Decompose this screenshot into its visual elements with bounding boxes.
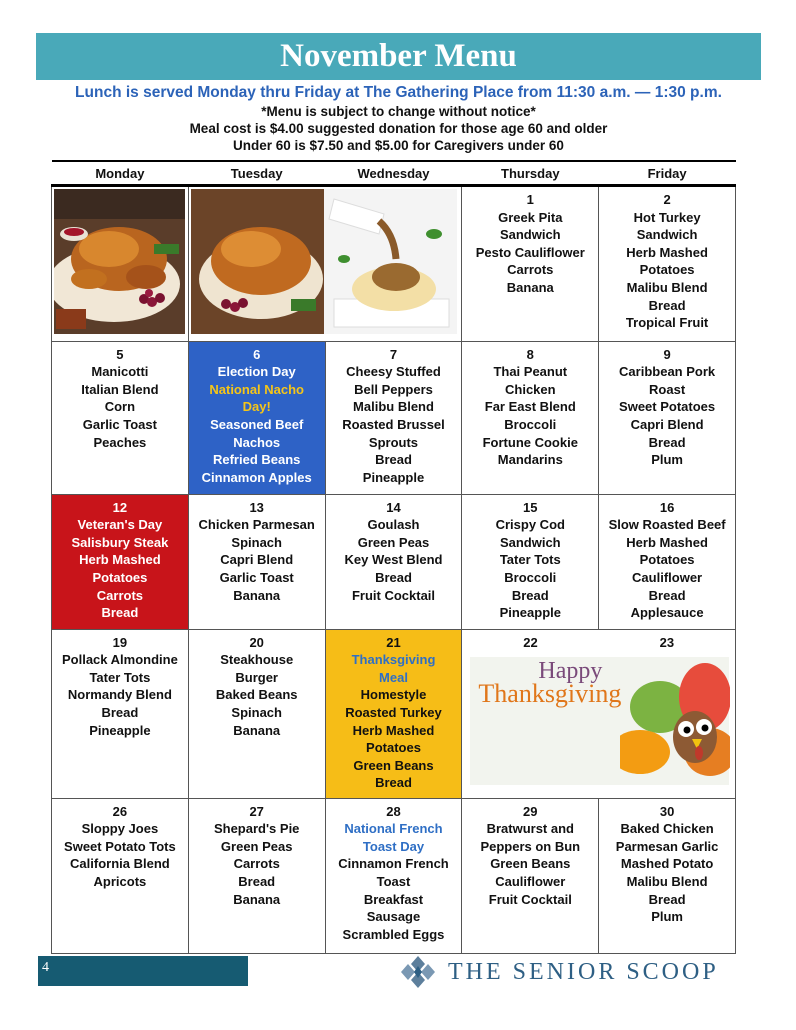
menu-item: Mandarins (497, 452, 563, 468)
day-number: 13 (249, 499, 264, 515)
menu-item: Carrots (96, 587, 144, 603)
menu-change-note: *Menu is subject to change without notice* (261, 104, 536, 119)
menu-item: Bread (648, 587, 686, 603)
menu-item: Slow Roasted Beef (608, 517, 726, 533)
menu-calendar (51, 160, 736, 954)
menu-item: Thai Peanut (493, 364, 568, 380)
menu-item: Homestyle (360, 687, 427, 703)
day-number: 30 (659, 803, 675, 819)
menu-item: Applesauce (630, 605, 704, 621)
menu-day-cell (52, 341, 189, 494)
menu-item: Potatoes (366, 740, 421, 756)
happy-thanksgiving-graphic (470, 657, 729, 785)
menu-item: Nachos (233, 434, 281, 450)
week-row (52, 494, 736, 629)
menu-item: Malibu Blend (626, 873, 708, 889)
menu-item: Sandwich (636, 227, 698, 243)
menu-item: Malibu Blend (353, 399, 434, 415)
menu-day-cell (462, 341, 599, 494)
menu-item: Bread (101, 605, 139, 621)
menu-item: Plum (651, 452, 683, 468)
menu-item: Mashed Potato (620, 856, 714, 872)
menu-item: Fruit Cocktail (351, 587, 436, 603)
menu-item: Bread (238, 873, 276, 889)
menu-day-cell (599, 341, 736, 494)
menu-item: Sweet Potatoes (619, 399, 716, 415)
menu-item: Pineapple (499, 605, 561, 621)
brand-logo-icon (398, 954, 438, 990)
page-number: 4 (42, 960, 49, 975)
menu-item: Bread (648, 434, 686, 450)
menu-item: Capri Blend (630, 416, 704, 432)
menu-item: Cinnamon Apples (201, 469, 312, 485)
event-label: Day! (242, 399, 271, 415)
day-number: 22 (523, 634, 538, 650)
menu-item: Roast (649, 381, 686, 397)
page-title: November Menu (36, 33, 761, 80)
menu-item: Manicotti (91, 364, 149, 380)
day-number: 6 (253, 346, 261, 362)
menu-item: Bell Peppers (354, 381, 433, 397)
menu-item: Caribbean Pork (619, 364, 716, 380)
menu-item: Malibu Blend (626, 279, 708, 295)
menu-item: Pineapple (89, 722, 151, 738)
menu-item: Refried Beans (212, 452, 301, 468)
menu-day-cell (325, 494, 462, 629)
menu-day-cell (599, 494, 736, 629)
menu-item: Banana (506, 279, 554, 295)
menu-item: Burger (235, 669, 278, 685)
menu-item: California Blend (70, 856, 170, 872)
menu-day-cell (52, 798, 189, 953)
menu-item: Bratwurst and (486, 821, 574, 837)
menu-item: Herb Mashed (626, 244, 708, 260)
weekday-thursday: Thursday (462, 161, 599, 186)
menu-item: Banana (233, 587, 281, 603)
event-label: Meal (379, 669, 408, 685)
menu-item: Green Peas (220, 838, 293, 854)
menu-item: Cauliflower (632, 569, 703, 585)
menu-item: Chicken Parmesan (198, 517, 315, 533)
menu-day-cell (599, 186, 736, 342)
day-number: 5 (116, 346, 124, 362)
menu-item: Sandwich (499, 534, 561, 550)
day-number: 9 (663, 346, 671, 362)
menu-item: Bread (375, 569, 412, 585)
menu-item: Sprouts (368, 434, 419, 450)
weekday-header-row (52, 161, 736, 186)
menu-item: Greek Pita (498, 209, 563, 225)
menu-item: Chicken (505, 381, 556, 397)
menu-item: Key West Blend (344, 552, 443, 568)
menu-item: Steakhouse (220, 652, 294, 668)
day-number: 2 (663, 192, 671, 207)
thanksgiving-meal-cell (325, 629, 462, 798)
menu-item: Scrambled Eggs (342, 926, 445, 942)
tuesday-turkey-photo (191, 189, 324, 334)
menu-item: Peppers on Bun (480, 838, 581, 854)
day-number: 15 (523, 499, 538, 515)
menu-item: Broccoli (504, 416, 557, 432)
menu-item: Breakfast (363, 891, 424, 907)
menu-item: Pesto Cauliflower (475, 244, 585, 260)
menu-item: Normandy Blend (67, 687, 172, 703)
day-number: 27 (249, 803, 264, 819)
menu-day-cell (325, 341, 462, 494)
menu-item: Sandwich (499, 227, 561, 243)
thanksgiving-text: Thanksgiving (478, 679, 622, 709)
menu-item: Potatoes (639, 262, 695, 278)
day-number: 20 (249, 634, 264, 650)
event-label: Election Day (217, 364, 296, 380)
menu-item: Roasted Turkey (345, 704, 442, 720)
page-number-bar (38, 956, 248, 986)
menu-item: Pollack Almondine (61, 652, 178, 668)
menu-item: Parmesan Garlic (615, 838, 719, 854)
menu-item: Capri Blend (220, 552, 294, 568)
weekday-wednesday: Wednesday (325, 161, 462, 186)
menu-item: Green Peas (357, 534, 430, 550)
menu-day-cell (52, 629, 189, 798)
day-number: 19 (112, 634, 128, 650)
week-row (52, 798, 736, 953)
day-number: 14 (386, 499, 401, 515)
menu-item: Pineapple (362, 469, 425, 485)
week-row (52, 186, 736, 342)
weekday-tuesday: Tuesday (188, 161, 325, 186)
menu-item: Goulash (367, 517, 420, 533)
menu-item: Tater Tots (89, 669, 151, 685)
event-label: Veteran's Day (77, 517, 163, 533)
happy-text: Happy (538, 658, 603, 685)
menu-item: Seasoned Beef (210, 416, 304, 432)
menu-item: Italian Blend (81, 381, 159, 397)
turkey-icon (620, 657, 730, 785)
gravy-mashed-potatoes-photo (324, 189, 457, 334)
menu-item: Herb Mashed (79, 552, 161, 568)
menu-item: Bread (375, 452, 412, 468)
menu-item: Cheesy Stuffed (346, 364, 441, 380)
intro-block (36, 83, 761, 154)
menu-item: Bread (648, 891, 686, 907)
day-number: 29 (523, 803, 538, 819)
newsletter-brand (398, 952, 719, 992)
event-label: Thanksgiving (351, 652, 436, 668)
menu-item: Herb Mashed (352, 722, 435, 738)
menu-item: Sloppy Joes (81, 821, 159, 837)
menu-item: Green Beans (490, 856, 571, 872)
menu-item: Banana (233, 722, 281, 738)
menu-day-cell (462, 798, 599, 953)
menu-item: Sausage (366, 909, 421, 925)
menu-item: Fruit Cocktail (488, 891, 572, 907)
roast-turkey-photo (52, 186, 189, 342)
menu-item: Apricots (93, 873, 147, 889)
day-number: 16 (659, 499, 675, 515)
menu-item: Bread (101, 704, 139, 720)
menu-item: Corn (104, 399, 136, 415)
menu-item: Herb Mashed (626, 534, 708, 550)
menu-day-cell (188, 494, 325, 629)
day-number: 21 (386, 634, 401, 650)
menu-item: Spinach (231, 704, 282, 720)
day-number: 23 (659, 634, 675, 650)
menu-day-cell (462, 494, 599, 629)
french-toast-day-cell (325, 798, 462, 953)
menu-item: Tater Tots (499, 552, 561, 568)
menu-item: Sweet Potato Tots (64, 838, 176, 854)
weekday-friday: Friday (599, 161, 736, 186)
menu-item: Garlic Toast (82, 416, 157, 432)
menu-item: Bread (511, 587, 549, 603)
menu-item: Roasted Brussel (342, 416, 445, 432)
lunch-hours-line: Lunch is served Monday thru Friday at The Gathering Place from 11:30 a.m. — 1:30 p.m. (75, 84, 722, 101)
under-60-cost-line: Under 60 is $7.50 and $5.00 for Caregivers under 60 (233, 138, 564, 153)
menu-item: Potatoes (639, 552, 695, 568)
menu-item: Hot Turkey (633, 209, 701, 225)
weekday-monday: Monday (52, 161, 189, 186)
menu-item: Broccoli (504, 569, 557, 585)
menu-item: Garlic Toast (219, 569, 294, 585)
menu-item: Cinnamon French (338, 856, 449, 872)
menu-item: Crispy Cod (495, 517, 565, 533)
menu-day-cell (188, 629, 325, 798)
menu-item: Shepard's Pie (213, 821, 300, 837)
menu-item: Potatoes (92, 569, 148, 585)
brand-name: THE SENIOR SCOOP (448, 958, 719, 985)
week-row (52, 341, 736, 494)
menu-item: Spinach (231, 534, 282, 550)
menu-item: Baked Beans (215, 687, 298, 703)
veterans-day-cell (52, 494, 189, 629)
day-number: 12 (112, 499, 128, 515)
menu-item: Far East Blend (484, 399, 576, 415)
menu-item: Salisbury Steak (71, 534, 169, 550)
day-number: 7 (389, 346, 398, 362)
meal-cost-line: Meal cost is $4.00 suggested donation for those age 60 and older (189, 121, 608, 136)
menu-day-cell (462, 186, 599, 342)
menu-item: Banana (233, 891, 281, 907)
election-day-cell (188, 341, 325, 494)
menu-item: Bread (648, 297, 686, 313)
menu-item: Cauliflower (495, 873, 566, 889)
menu-day-cell (599, 798, 736, 953)
event-label: Toast Day (362, 838, 425, 854)
day-number: 28 (386, 803, 401, 819)
menu-item: Baked Chicken (620, 821, 714, 837)
menu-item: Carrots (233, 856, 280, 872)
week-row (52, 629, 736, 798)
menu-item: Peaches (93, 434, 147, 450)
menu-item: Green Beans (353, 757, 434, 773)
day-number: 8 (526, 346, 534, 362)
menu-item: Toast (376, 873, 411, 889)
event-label: National Nacho (209, 381, 304, 397)
menu-day-cell (188, 798, 325, 953)
gravy-photo-cell (188, 186, 462, 342)
menu-item: Carrots (507, 262, 554, 278)
day-number: 26 (112, 803, 128, 819)
menu-item: Plum (651, 909, 683, 925)
day-number: 1 (526, 192, 534, 207)
menu-item: Bread (375, 775, 412, 791)
event-label: National French (344, 821, 443, 837)
menu-item: Fortune Cookie (482, 434, 578, 450)
thanksgiving-holiday-cell (462, 629, 736, 798)
menu-item: Tropical Fruit (625, 315, 709, 331)
